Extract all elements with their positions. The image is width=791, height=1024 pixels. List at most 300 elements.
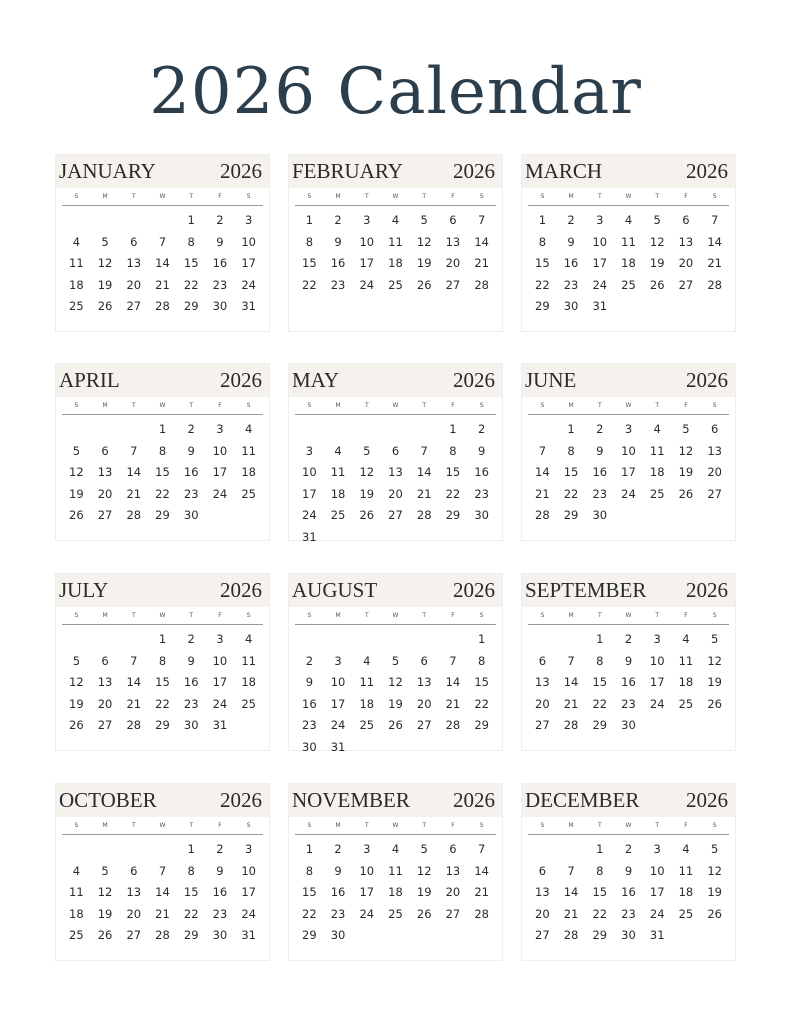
empty-day-cell: [381, 629, 410, 651]
weekday-label: F: [684, 612, 688, 619]
month-name: SEPTEMBER: [525, 578, 647, 602]
day-cell: 21: [563, 696, 579, 711]
day-cell: 12: [359, 465, 375, 480]
day-cell: 20: [126, 906, 142, 921]
empty-day-cell: [557, 839, 586, 861]
empty-day-cell: [352, 629, 381, 651]
weekday-label: F: [451, 612, 455, 619]
weekday-label: S: [246, 193, 251, 200]
day-cell: 17: [359, 256, 375, 271]
day-cell: 28: [707, 277, 722, 292]
day-cell: 1: [305, 213, 314, 227]
day-cell: 7: [158, 234, 167, 249]
weekday-label: S: [479, 822, 484, 829]
day-cell: 5: [101, 234, 109, 249]
weekday-header: [62, 191, 263, 206]
empty-day-cell: [410, 629, 439, 651]
weekday-label: S: [246, 822, 251, 829]
weekday-label: S: [712, 612, 717, 619]
month-december: [521, 783, 736, 961]
day-cell: 17: [621, 465, 636, 480]
day-grid: [528, 419, 729, 527]
day-cell: 14: [126, 465, 142, 480]
day-cell: 24: [302, 508, 317, 523]
day-cell: 29: [535, 299, 550, 314]
day-cell: 26: [707, 696, 722, 711]
day-cell: 2: [334, 842, 342, 856]
day-cell: 15: [535, 256, 550, 271]
weekday-label: T: [422, 822, 427, 829]
day-cell: 22: [302, 277, 317, 292]
day-cell: 6: [130, 234, 138, 249]
day-cell: 22: [445, 486, 461, 501]
day-cell: 21: [126, 486, 142, 501]
day-cell: 3: [653, 842, 661, 856]
day-cell: 11: [69, 256, 84, 271]
empty-day-cell: [91, 629, 120, 651]
month-name: JANUARY: [59, 159, 156, 183]
day-cell: 24: [359, 277, 375, 292]
day-cell: 9: [624, 653, 633, 668]
weekday-label: W: [159, 402, 166, 409]
weekday-label: W: [392, 193, 399, 200]
day-cell: 27: [97, 718, 113, 733]
month-year: 2026: [453, 578, 495, 602]
day-cell: 2: [216, 842, 224, 856]
day-cell: 5: [391, 653, 400, 668]
weekday-label: M: [335, 402, 341, 409]
day-cell: 26: [388, 718, 403, 733]
day-cell: 26: [707, 906, 722, 921]
weekday-label: M: [102, 822, 108, 829]
day-cell: 16: [183, 465, 199, 480]
day-cell: 22: [474, 696, 489, 711]
day-cell: 14: [416, 465, 432, 480]
day-grid: [295, 210, 496, 296]
weekday-label: T: [364, 822, 369, 829]
day-cell: 26: [97, 928, 113, 943]
day-cell: 21: [445, 696, 461, 711]
day-cell: 29: [592, 928, 608, 943]
day-cell: 23: [330, 277, 346, 292]
day-cell: 28: [155, 299, 170, 314]
day-cell: 9: [305, 675, 314, 690]
empty-day-cell: [119, 419, 148, 441]
day-cell: 26: [416, 277, 432, 292]
day-cell: 12: [69, 465, 84, 480]
day-cell: 16: [212, 256, 228, 271]
empty-day-cell: [352, 419, 381, 441]
weekday-label: T: [422, 402, 427, 409]
day-cell: 9: [216, 863, 224, 878]
day-cell: 22: [592, 696, 608, 711]
day-cell: 17: [649, 675, 665, 690]
day-cell: 29: [183, 299, 199, 314]
day-cell: 21: [416, 486, 432, 501]
day-cell: 7: [567, 653, 575, 668]
day-cell: 11: [678, 863, 694, 878]
day-cell: 28: [445, 718, 461, 733]
weekday-label: T: [597, 402, 602, 409]
empty-day-cell: [148, 210, 177, 232]
day-cell: 25: [678, 696, 694, 711]
day-cell: 15: [155, 675, 170, 690]
day-cell: 23: [183, 696, 199, 711]
day-cell: 13: [445, 234, 461, 249]
day-cell: 3: [653, 632, 661, 646]
day-cell: 16: [302, 696, 317, 711]
day-cell: 28: [416, 508, 432, 523]
day-cell: 20: [678, 256, 694, 271]
weekday-label: F: [218, 822, 222, 829]
month-header: [56, 784, 269, 817]
day-cell: 5: [101, 863, 109, 878]
empty-day-cell: [62, 210, 91, 232]
day-cell: 6: [682, 213, 690, 227]
weekday-label: S: [74, 402, 79, 409]
day-cell: 28: [535, 508, 550, 523]
day-cell: 2: [187, 632, 195, 646]
day-cell: 7: [477, 213, 486, 227]
day-cell: 31: [592, 299, 608, 314]
day-cell: 23: [212, 906, 228, 921]
day-cell: 18: [241, 675, 256, 690]
day-cell: 12: [388, 675, 403, 690]
day-cell: 3: [305, 443, 314, 458]
month-year: 2026: [220, 159, 262, 183]
day-cell: 8: [596, 653, 604, 668]
weekday-label: S: [479, 612, 484, 619]
day-cell: 15: [155, 465, 170, 480]
weekday-label: T: [364, 402, 369, 409]
day-cell: 1: [187, 213, 195, 227]
day-cell: 2: [334, 213, 342, 227]
day-cell: 3: [334, 653, 342, 668]
month-header: [289, 784, 502, 817]
weekday-label: T: [131, 193, 136, 200]
day-cell: 8: [187, 234, 195, 249]
weekday-header: [62, 400, 263, 415]
day-cell: 15: [592, 885, 608, 900]
day-cell: 19: [707, 885, 722, 900]
weekday-label: W: [159, 822, 166, 829]
day-cell: 11: [359, 675, 375, 690]
day-cell: 29: [474, 718, 489, 733]
day-cell: 8: [158, 443, 167, 458]
day-cell: 22: [155, 696, 170, 711]
day-cell: 26: [69, 718, 84, 733]
empty-day-cell: [557, 629, 586, 651]
day-cell: 9: [567, 234, 575, 249]
day-cell: 4: [653, 422, 661, 436]
weekday-label: T: [597, 612, 602, 619]
day-cell: 27: [678, 277, 694, 292]
day-cell: 19: [359, 486, 375, 501]
day-cell: 2: [305, 653, 314, 668]
weekday-label: T: [189, 612, 194, 619]
day-cell: 21: [126, 696, 142, 711]
day-cell: 11: [649, 443, 665, 458]
day-cell: 20: [707, 465, 722, 480]
day-cell: 5: [710, 632, 719, 646]
weekday-label: W: [625, 612, 632, 619]
weekday-label: M: [102, 193, 108, 200]
month-year: 2026: [220, 788, 262, 812]
weekday-label: W: [392, 822, 399, 829]
day-cell: 18: [69, 277, 84, 292]
day-cell: 18: [330, 486, 346, 501]
weekday-label: S: [74, 612, 79, 619]
day-cell: 4: [244, 422, 253, 436]
month-year: 2026: [220, 578, 262, 602]
day-cell: 13: [388, 465, 403, 480]
day-cell: 8: [187, 863, 195, 878]
day-cell: 21: [707, 256, 722, 271]
day-cell: 17: [592, 256, 608, 271]
day-cell: 23: [474, 486, 489, 501]
day-cell: 20: [126, 277, 142, 292]
weekday-label: S: [712, 402, 717, 409]
day-cell: 29: [592, 718, 608, 733]
day-grid: [295, 419, 496, 549]
day-cell: 21: [563, 906, 579, 921]
day-cell: 8: [305, 863, 314, 878]
day-cell: 10: [241, 234, 256, 249]
day-cell: 14: [563, 675, 579, 690]
day-cell: 6: [449, 213, 457, 227]
day-cell: 15: [474, 675, 489, 690]
day-cell: 25: [359, 718, 375, 733]
day-cell: 19: [97, 277, 113, 292]
day-cell: 25: [69, 928, 84, 943]
weekday-header: [528, 191, 729, 206]
day-cell: 4: [391, 842, 400, 856]
month-header: [289, 155, 502, 188]
weekday-label: S: [246, 612, 251, 619]
day-cell: 11: [69, 885, 84, 900]
day-cell: 14: [563, 885, 579, 900]
day-cell: 14: [535, 465, 550, 480]
day-cell: 24: [212, 696, 228, 711]
month-header: [522, 155, 735, 188]
day-cell: 24: [241, 906, 256, 921]
day-cell: 22: [183, 906, 199, 921]
day-cell: 25: [678, 906, 694, 921]
day-cell: 12: [707, 863, 722, 878]
day-cell: 15: [302, 256, 317, 271]
day-cell: 27: [126, 299, 142, 314]
weekday-label: W: [159, 193, 166, 200]
weekday-label: F: [451, 193, 455, 200]
month-name: NOVEMBER: [292, 788, 410, 812]
day-cell: 13: [678, 234, 694, 249]
day-cell: 8: [305, 234, 314, 249]
month-october: [55, 783, 270, 961]
month-year: 2026: [453, 159, 495, 183]
weekday-label: S: [540, 612, 545, 619]
empty-day-cell: [62, 629, 91, 651]
day-cell: 19: [69, 696, 84, 711]
day-cell: 18: [388, 885, 403, 900]
day-cell: 18: [241, 465, 256, 480]
month-name: MARCH: [525, 159, 603, 183]
day-grid: [62, 839, 263, 947]
day-cell: 22: [535, 277, 550, 292]
day-cell: 21: [535, 486, 550, 501]
day-cell: 30: [212, 928, 228, 943]
month-year: 2026: [686, 159, 728, 183]
day-cell: 29: [563, 508, 579, 523]
day-cell: 18: [678, 885, 694, 900]
day-cell: 5: [72, 653, 81, 668]
day-cell: 16: [563, 256, 579, 271]
day-cell: 27: [388, 508, 403, 523]
day-cell: 18: [649, 465, 665, 480]
day-cell: 14: [474, 234, 489, 249]
weekday-label: S: [307, 193, 312, 200]
day-cell: 27: [535, 928, 550, 943]
month-name: MAY: [292, 368, 340, 392]
day-cell: 10: [212, 653, 228, 668]
day-cell: 2: [187, 422, 195, 436]
day-cell: 6: [130, 863, 138, 878]
day-cell: 1: [477, 632, 486, 646]
weekday-label: S: [479, 402, 484, 409]
day-cell: 27: [707, 486, 722, 501]
day-cell: 2: [216, 213, 224, 227]
day-cell: 19: [416, 256, 432, 271]
day-cell: 23: [621, 696, 636, 711]
weekday-label: M: [102, 402, 108, 409]
day-cell: 11: [388, 234, 403, 249]
empty-day-cell: [91, 839, 120, 861]
empty-day-cell: [410, 419, 439, 441]
day-cell: 16: [212, 885, 228, 900]
day-cell: 4: [391, 213, 400, 227]
day-cell: 1: [538, 213, 547, 227]
day-cell: 23: [592, 486, 608, 501]
day-cell: 13: [97, 675, 113, 690]
day-cell: 29: [302, 928, 317, 943]
weekday-label: M: [335, 822, 341, 829]
day-cell: 9: [216, 234, 224, 249]
day-cell: 6: [538, 653, 547, 668]
month-header: [289, 574, 502, 607]
month-march: [521, 154, 736, 332]
weekday-label: F: [218, 193, 222, 200]
weekday-label: T: [131, 612, 136, 619]
day-cell: 23: [302, 718, 317, 733]
day-cell: 4: [363, 653, 371, 668]
day-cell: 9: [624, 863, 633, 878]
day-cell: 15: [302, 885, 317, 900]
weekday-label: F: [684, 193, 688, 200]
day-cell: 7: [538, 443, 547, 458]
day-cell: 14: [707, 234, 722, 249]
day-cell: 1: [449, 422, 457, 436]
day-cell: 17: [212, 675, 228, 690]
day-cell: 25: [69, 299, 84, 314]
weekday-header: [528, 400, 729, 415]
day-cell: 2: [567, 213, 575, 227]
weekday-header: [295, 610, 496, 625]
day-cell: 16: [474, 465, 489, 480]
empty-day-cell: [324, 419, 353, 441]
day-cell: 5: [682, 422, 690, 436]
day-cell: 25: [388, 277, 403, 292]
day-cell: 11: [241, 653, 256, 668]
weekday-label: T: [131, 402, 136, 409]
day-cell: 16: [183, 675, 199, 690]
day-cell: 9: [334, 863, 342, 878]
weekday-label: M: [335, 193, 341, 200]
day-cell: 1: [305, 842, 314, 856]
day-cell: 17: [241, 885, 256, 900]
day-cell: 5: [420, 842, 428, 856]
weekday-label: S: [74, 822, 79, 829]
empty-day-cell: [381, 419, 410, 441]
day-cell: 1: [567, 422, 575, 436]
day-cell: 29: [183, 928, 199, 943]
day-cell: 26: [649, 277, 665, 292]
day-cell: 5: [653, 213, 661, 227]
day-grid: [528, 210, 729, 318]
day-cell: 4: [334, 443, 342, 458]
day-cell: 31: [330, 739, 346, 754]
day-cell: 26: [416, 906, 432, 921]
weekday-label: F: [218, 612, 222, 619]
month-name: APRIL: [59, 368, 120, 392]
month-april: [55, 363, 270, 541]
day-cell: 13: [707, 443, 722, 458]
day-cell: 9: [477, 443, 486, 458]
day-cell: 23: [183, 486, 199, 501]
day-cell: 16: [621, 675, 636, 690]
weekday-label: T: [422, 612, 427, 619]
weekday-label: M: [335, 612, 341, 619]
day-cell: 3: [244, 213, 253, 227]
day-cell: 18: [621, 256, 636, 271]
month-header: [522, 574, 735, 607]
day-cell: 31: [649, 928, 665, 943]
day-grid: [295, 839, 496, 947]
day-cell: 31: [241, 299, 256, 314]
day-cell: 4: [624, 213, 633, 227]
day-cell: 7: [130, 443, 138, 458]
day-cell: 8: [538, 234, 547, 249]
day-cell: 12: [416, 234, 432, 249]
weekday-label: F: [218, 402, 222, 409]
empty-day-cell: [119, 629, 148, 651]
day-cell: 19: [678, 465, 694, 480]
day-cell: 17: [302, 486, 317, 501]
weekday-label: W: [159, 612, 166, 619]
day-cell: 17: [212, 465, 228, 480]
day-cell: 26: [678, 486, 694, 501]
day-cell: 28: [563, 718, 579, 733]
weekday-label: T: [364, 612, 369, 619]
day-cell: 27: [126, 928, 142, 943]
day-cell: 3: [624, 422, 633, 436]
day-cell: 29: [445, 508, 461, 523]
day-cell: 17: [359, 885, 375, 900]
day-cell: 22: [563, 486, 579, 501]
day-cell: 19: [97, 906, 113, 921]
month-may: [288, 363, 503, 544]
day-cell: 11: [621, 234, 636, 249]
day-cell: 14: [155, 256, 170, 271]
day-cell: 7: [710, 213, 719, 227]
